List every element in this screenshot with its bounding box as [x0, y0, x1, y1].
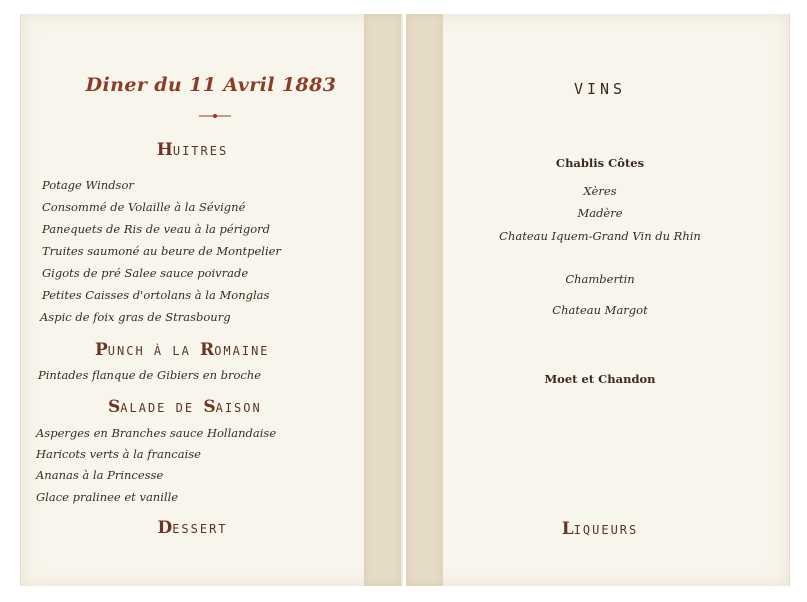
dish-item: Pintades flanque de Gibiers en broche [38, 368, 262, 382]
wine-item: Chateau Iquem-Grand Vin du Rhin [499, 229, 701, 243]
wine-group-heading: Moet et Chandon [544, 372, 656, 386]
course-heading-huitres: HUITRES [156, 140, 229, 160]
dish-item: Aspic de foix gras de Strasbourg [40, 310, 231, 324]
wine-item: Chambertin [565, 272, 635, 286]
wine-item: Chateau Margot [552, 303, 648, 317]
dish-item: Glace pralinee et vanille [36, 490, 179, 504]
dish-item: Panequets de Ris de veau à la périgord [42, 222, 270, 236]
dish-item: Haricots verts à la francaise [36, 447, 201, 461]
course-heading-punch: PUNCH À LA ROMAINE [95, 340, 270, 360]
wine-item: Madère [577, 206, 623, 220]
dish-item: Potage Windsor [42, 178, 134, 192]
course-heading-salade: SALADE DE SAISON [108, 397, 262, 417]
course-heading-liqueurs: LIQUEURS [561, 519, 639, 539]
dish-item: Truites saumoné au beure de Montpelier [42, 244, 281, 258]
menu-card-right [406, 14, 790, 586]
wine-group-heading: Chablis Côtes [555, 156, 645, 170]
wine-item: Xères [583, 184, 617, 198]
dish-item: Ananas à la Princesse [36, 468, 164, 482]
menu-title: Diner du 11 Avril 1883 [85, 74, 337, 96]
dish-item: Consommé de Volaille à la Sévigné [42, 200, 246, 214]
binding-strip-right [406, 14, 443, 586]
flourish-ornament [199, 113, 231, 119]
binding-strip-left [364, 14, 401, 586]
course-heading-dessert: DESSERT [157, 518, 228, 538]
dish-item: Asperges en Branches sauce Hollandaise [36, 426, 277, 440]
dish-item: Petites Caisses d'ortolans à la Monglas [42, 288, 270, 302]
dish-item: Gigots de pré Salee sauce poivrade [42, 266, 249, 280]
wines-title: VINS [573, 80, 627, 98]
